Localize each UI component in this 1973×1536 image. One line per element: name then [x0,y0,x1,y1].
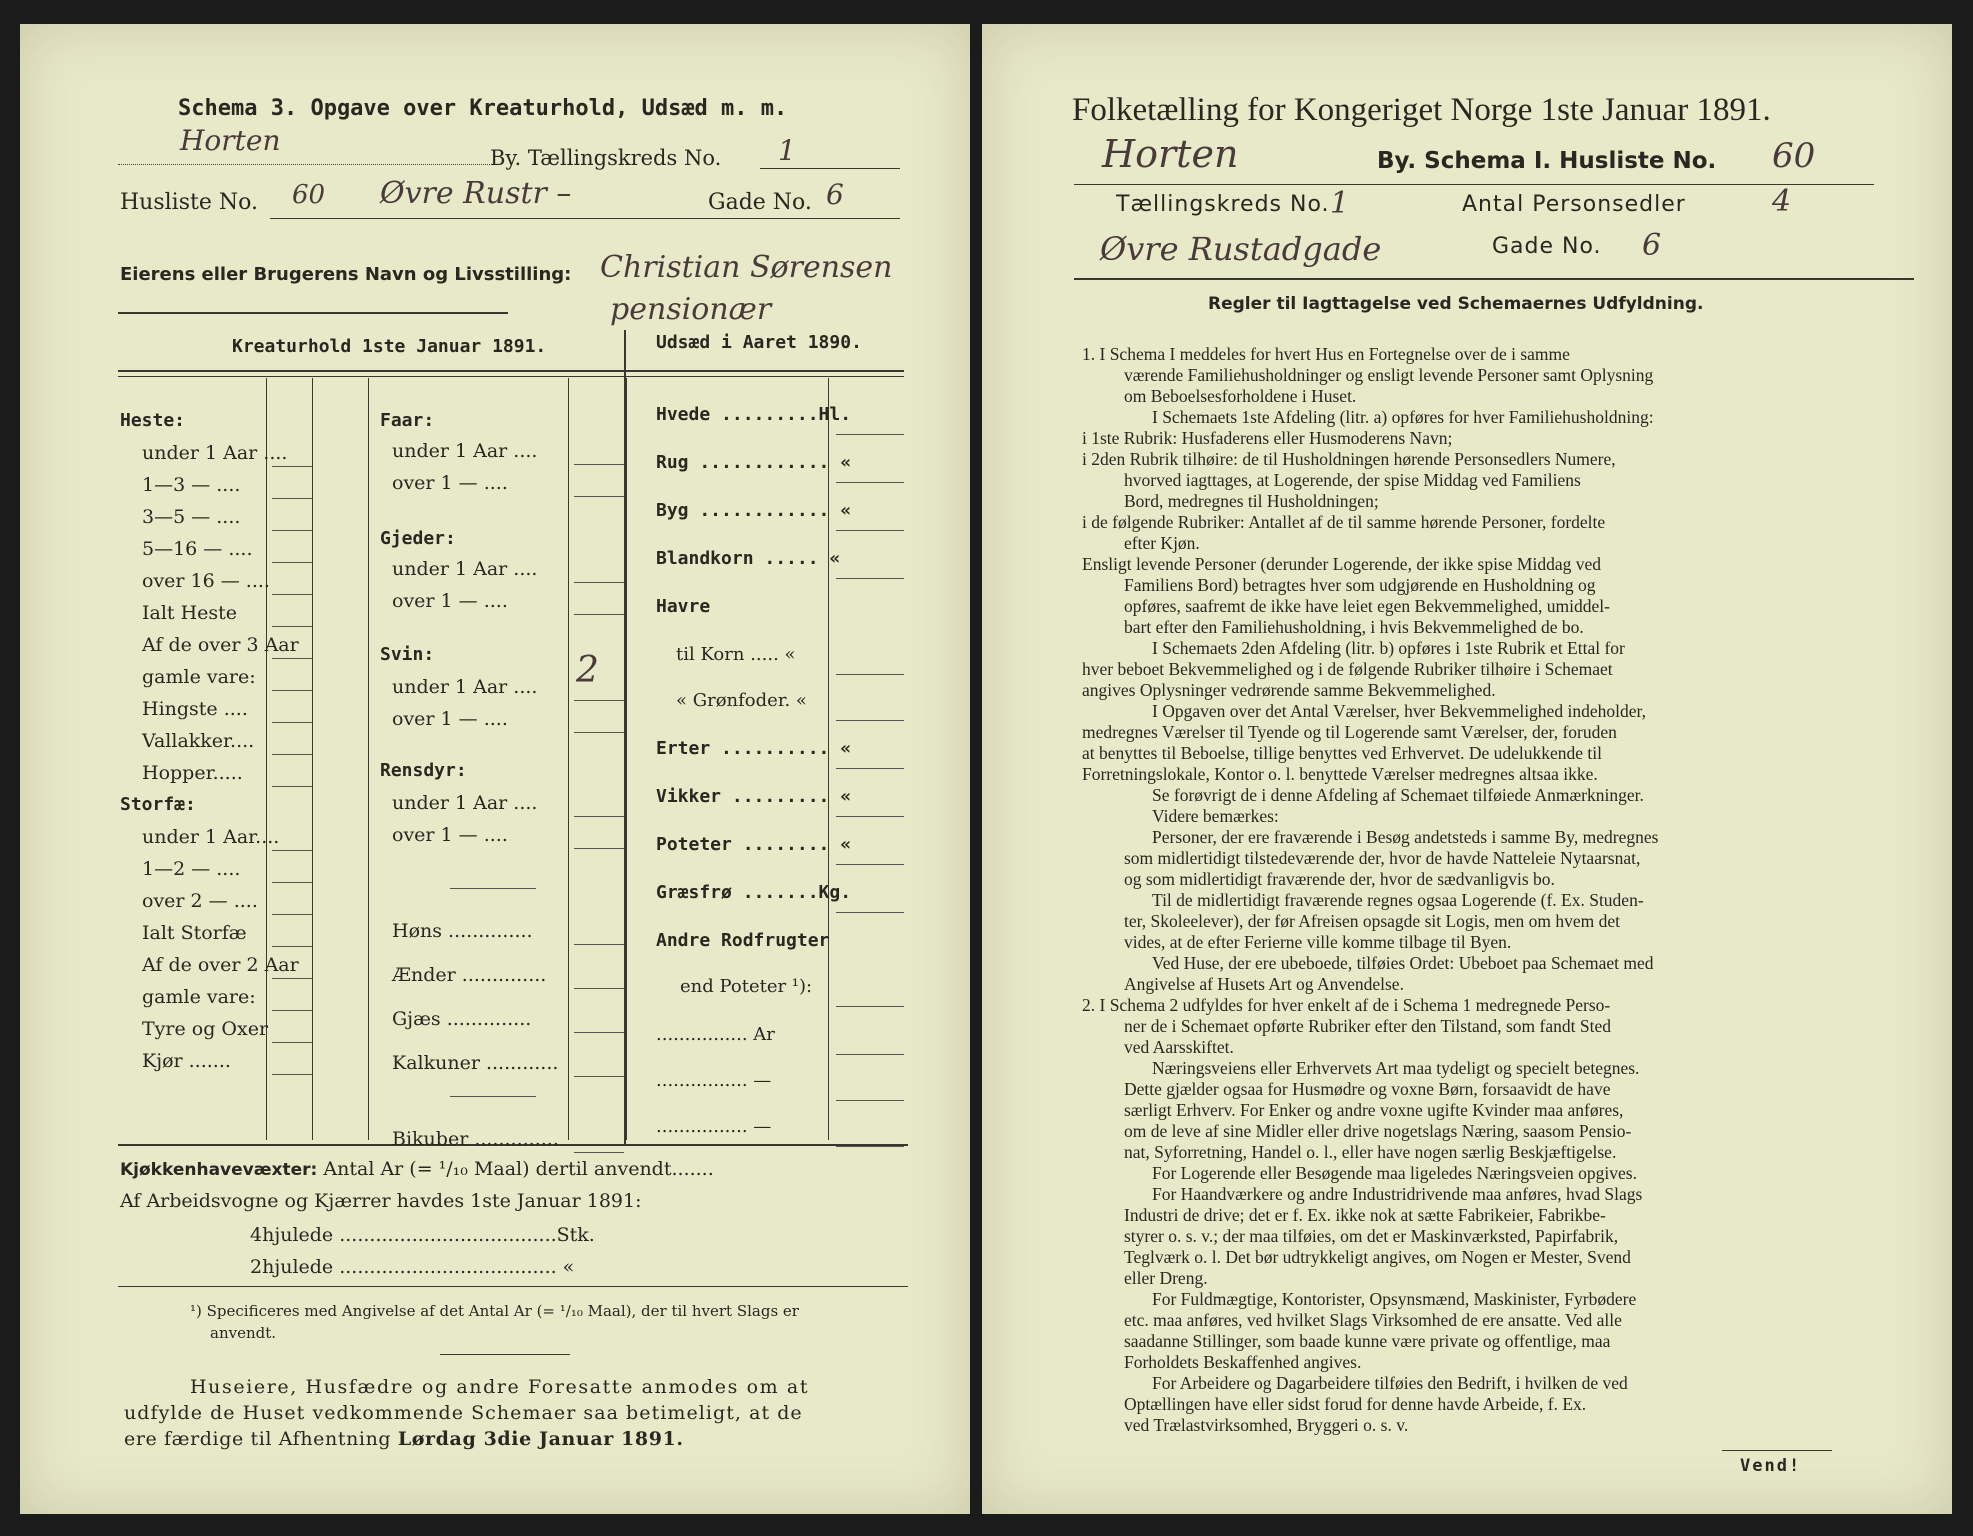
by-kreds-label: By. Tællingskreds No. [490,146,722,170]
seed-row-4: Havre [656,596,711,617]
rule-line-50: Optællingen have eller sidst forud for denne havde Arbeide, f. Ex. [1124,1394,1587,1414]
rule-line-15: hver beboet Bekvemmelighed og i de følgende Rubriker tilhøire i Schemaet [1082,659,1613,679]
by-schema-label: By. Schema I. Husliste No. [1377,148,1717,174]
footnote-cont: anvendt. [210,1324,277,1342]
rule-line-26: Til de midlertidigt fraværende regnes ogsaa Logerende (f. Ex. Studen- [1152,890,1644,910]
rule-line-51: ved Trælastvirksomhed, Bryggeri o. s. v. [1124,1415,1409,1435]
rule-line-21: Se forøvrigt de i denne Afdeling af Schemaet tilføiede Anmærkninger. [1152,785,1644,805]
livestock2-row-16: Bikuber .............. [392,1128,559,1150]
rule-line-29: Ved Huse, der ere ubeboede, tilføies Ordet: Ubeboet paa Schemaet med [1152,953,1654,973]
rule-line-33: ved Aarsskiftet. [1124,1037,1234,1057]
kjokkenhave-text: Antal Ar (= ¹/₁₀ Maal) dertil anvendt....... [323,1158,714,1180]
rule-line-13: bart efter den Familiehusholdning, i hvis Bekvemmelighed de bo. [1124,617,1584,637]
seed-row-10: Græsfrø .......Kg. [656,882,852,903]
handwritten-street: Øvre Rustr – [380,176,572,211]
closing-line-1: Huseiere, Husfædre og andre Foresatte anmodes om at [190,1376,810,1398]
livestock2-row-1: under 1 Aar .... [392,440,538,462]
livestock2-row-6: Svin: [380,644,435,665]
seed-row-12: end Poteter ¹): [680,976,813,997]
livestock-row-6: Ialt Heste [142,602,238,624]
closing-line-3 [124,1428,684,1450]
rule-line-7: Bord, medregnes til Husholdningen; [1124,491,1379,511]
livestock-row-7: Af de over 3 Aar [142,634,299,656]
rule-line-24: som midlertidigt tilstedeværende der, hvor de havde Natteleie Nytaarsnat, [1124,848,1641,868]
rule-line-22: Videre bemærkes: [1152,806,1279,826]
census-title: Folketælling for Kongeriget Norge 1ste Januar 1891. [1072,92,1771,128]
livestock2-row-3: Gjeder: [380,528,456,549]
handwritten-kreds: 1 [778,134,796,167]
rule-line-35: Dette gjælder ogsaa for Husmødre og voxne Børn, forsaavidt de have [1124,1079,1611,1099]
livestock-row-17: Af de over 2 Aar [142,954,299,976]
rule-line-32: ner de i Schemaet opførte Rubriker efter den Tilstand, som fandt Sted [1124,1016,1611,1036]
schema-3-title: Schema 3. Opgave over Kreaturhold, Udsæd m. m. [178,96,788,121]
rule-line-2: om Beboelsesforholdene i Huset. [1124,386,1357,406]
handwritten-gade: 6 [1642,228,1662,263]
gade-label: Gade No. [1492,234,1602,259]
closing-line-3-text: ere færdige til Afhentning [124,1428,398,1450]
rule-line-23: Personer, der ere fraværende i Besøg andetsteds i samme By, medregnes [1152,827,1659,847]
livestock-row-20: Kjør ....... [142,1050,231,1072]
rule-line-44: eller Dreng. [1124,1268,1208,1288]
rule-line-4: i 1ste Rubrik: Husfaderens eller Husmoderens Navn; [1082,428,1453,448]
livestock-row-15: over 2 — .... [142,890,258,912]
rule-line-45: For Fuldmægtige, Kontorister, Opsynsmænd, Maskinister, Fyrbødere [1152,1289,1637,1309]
rules-heading: Regler til Iagttagelse ved Schemaernes Udfyldning. [1208,294,1704,314]
livestock2-row-15: Kalkuner ............ [392,1052,559,1074]
handwritten-gade: 6 [826,178,844,211]
livestock2-row-8: over 1 — .... [392,708,508,730]
livestock2-row-12: Høns .............. [392,920,533,942]
livestock2-row-11: over 1 — .... [392,824,508,846]
handwritten-kreds: 1 [1330,186,1350,221]
livestock-row-19: Tyre og Oxer [142,1018,269,1040]
handwritten-owner-occupation: pensionær [610,292,772,327]
footnote: ¹) Specificeres med Angivelse af det Antal Ar (= ¹/₁₀ Maal), der til hvert Slags er [190,1302,799,1320]
rule-line-27: ter, Skoleelever), der før Afreisen opsagde sit Logis, men om hvem det [1124,911,1620,931]
rule-line-11: Familiens Bord) betragtes hver som udgjørende en Husholdning og [1124,575,1596,595]
livestock-row-1: under 1 Aar .... [142,442,288,464]
livestock-row-13: under 1 Aar.... [142,826,280,848]
seed-row-13: ................ Ar [656,1024,775,1045]
rule-line-9: efter Kjøn. [1124,533,1200,553]
seed-row-9: Poteter ........ « [656,834,852,855]
rule-line-37: om de leve af sine Midler eller drive nogetslags Næring, saasom Pensio- [1124,1121,1632,1141]
rule-line-14: I Schemaets 2den Afdeling (litr. b) opføres i 1ste Rubrik et Ettal for [1152,638,1625,658]
rule-line-39: For Logerende eller Besøgende maa ligeledes Næringsveien opgives. [1152,1163,1637,1183]
livestock-row-12: Storfæ: [120,794,196,815]
handwritten-place: Horten [1102,132,1239,176]
livestock-row-0: Heste: [120,410,186,431]
rule-line-34: Næringsveiens eller Erhvervets Art maa tydeligt og specielt betegnes. [1152,1058,1640,1078]
rule-line-16: angives Oplysninger vedrørende samme Bekvemmelighed. [1082,680,1496,700]
kjokkenhave-row [120,1158,714,1180]
livestock-row-8: gamle vare: [142,666,256,688]
rule-line-47: saadanne Stillinger, som baade kunne være private og offentlige, maa [1124,1331,1611,1351]
livestock2-row-14: Gjæs .............. [392,1008,532,1030]
rule-line-8: i de følgende Rubriker: Antallet af de til samme hørende Personer, fordelte [1082,512,1606,532]
livestock-row-2: 1—3 — .... [142,474,241,496]
rule-line-0: 1. I Schema I meddeles for hvert Hus en Fortegnelse over de i samme [1082,344,1570,364]
rule-line-3: I Schemaets 1ste Afdeling (litr. a) opføres for hver Familiehusholdning: [1152,407,1654,427]
rule-line-48: Forholdets Beskaffenhed angives. [1124,1352,1362,1372]
rule-line-1: værende Familiehusholdninger og ensligt levende Personer samt Oplysning [1124,365,1654,385]
seed-row-2: Byg ............ « [656,500,852,521]
rule-line-19: at benyttes til Beboelse, tillige benyttes ved Erhvervet. De udelukkende til [1082,743,1602,763]
left-page-schema-3 [20,24,970,1514]
livestock2-row-9: Rensdyr: [380,760,467,781]
seed-row-15: ................ — [656,1116,772,1137]
livestock2-row-13: Ænder .............. [392,964,547,986]
rule-line-10: Ensligt levende Personer (derunder Logerende, der ikke spise Middag ved [1082,554,1602,574]
livestock2-row-4: under 1 Aar .... [392,558,538,580]
livestock2-row-0: Faar: [380,410,435,431]
seed-row-0: Hvede .........Hl. [656,404,852,425]
two-wheeled-row: 2hjulede .................................... « [250,1256,575,1278]
arbeidsvogne-label: Af Arbeidsvogne og Kjærrer havdes 1ste Januar 1891: [120,1190,642,1212]
seed-row-11: Andre Rodfrugter [656,930,830,951]
rule-line-31: 2. I Schema 2 udfyldes for hver enkelt af de i Schema 1 medregnede Perso- [1082,995,1611,1015]
rule-line-43: Teglværk o. l. Det bør udtrykkeligt angives, om Nogen er Mester, Svend [1124,1247,1631,1267]
kjokkenhave-label: Kjøkkenhavevæxter: [120,1160,318,1180]
rule-line-42: styrer o. s. v.; der maa tilføies, om det er Maskinværksted, Papirfabrik, [1124,1226,1619,1246]
vend-label: Vend! [1740,1456,1802,1476]
handwritten-husliste: 60 [292,180,326,210]
closing-line-2: udfylde de Huset vedkommende Schemaer saa betimeligt, at de [124,1402,803,1424]
kreds-label: Tællingskreds No. [1116,192,1330,217]
seed-row-5: til Korn ..... « [676,644,796,665]
husliste-label: Husliste No. [120,190,258,215]
livestock-row-11: Hopper..... [142,762,243,784]
handwritten-place: Horten [180,124,281,157]
handwritten-owner-name: Christian Sørensen [600,250,893,285]
handwritten-svin-count: 2 [576,650,599,691]
livestock2-row-7: under 1 Aar .... [392,676,538,698]
antal-label: Antal Personsedler [1462,192,1686,217]
livestock-row-18: gamle vare: [142,986,256,1008]
livestock-row-4: 5—16 — .... [142,538,253,560]
four-wheeled-row: 4hjulede ....................................Stk. [250,1224,595,1246]
seed-row-8: Vikker ......... « [656,786,852,807]
rule-line-38: nat, Syforretning, Handel o. l., eller have nogen særlig Beskjæftigelse. [1124,1142,1617,1162]
rule-line-6: hvorved iagttages, at Logerende, der spise Middag ved Familiens [1124,470,1581,490]
kreaturhold-header: Kreaturhold 1ste Januar 1891. [232,336,547,357]
livestock2-row-10: under 1 Aar .... [392,792,538,814]
gade-label: Gade No. [708,190,812,215]
rule-line-28: vides, at de efter Ferierne ville komme tilbage til Byen. [1124,932,1512,952]
livestock-row-9: Hingste .... [142,698,248,720]
right-page-schema-1 [982,24,1952,1514]
rule-line-25: og som midlertidigt fraværende der, hvor de sædvanligvis bo. [1124,869,1555,889]
udsaed-header: Udsæd i Aaret 1890. [656,332,862,353]
seed-row-14: ................ — [656,1070,772,1091]
livestock-row-5: over 16 — .... [142,570,270,592]
handwritten-street: Øvre Rustadgade [1100,230,1382,268]
pickup-date: Lørdag 3die Januar 1891. [397,1428,684,1450]
rule-line-40: For Haandværkere og andre Industridrivende maa anføres, hvad Slags [1152,1184,1643,1204]
rules-body [1082,344,1882,1436]
rule-line-5: i 2den Rubrik tilhøire: de til Husholdningen hørende Personsedlers Numere, [1082,449,1616,469]
rule-line-17: I Opgaven over det Antal Værelser, hver Bekvemmelighed indeholder, [1152,701,1646,721]
livestock2-row-5: over 1 — .... [392,590,508,612]
rule-line-20: Forretningslokale, Kontor o. l. benyttede Værelser medregnes altsaa ikke. [1082,764,1598,784]
seed-row-1: Rug ............ « [656,452,852,473]
seed-row-3: Blandkorn ..... « [656,548,841,569]
rule-line-18: medregnes Værelser til Tyende og til Logerende samt Værelser, der, foruden [1082,722,1617,742]
livestock2-row-2: over 1 — .... [392,472,508,494]
rule-line-41: Industri de drive; det er f. Ex. ikke nok at sætte Fabrikeier, Fabrikbe- [1124,1205,1606,1225]
handwritten-husliste: 60 [1772,136,1816,176]
livestock-row-14: 1—2 — .... [142,858,241,880]
rule-line-30: Angivelse af Husets Art og Anvendelse. [1124,974,1404,994]
handwritten-antal: 4 [1772,184,1792,219]
rule-line-49: For Arbeidere og Dagarbeidere tilføies den Bedrift, i hvilken de ved [1152,1373,1628,1393]
livestock-row-16: Ialt Storfæ [142,922,247,944]
rule-line-12: opføres, saafremt de ikke have leiet egen Bekvemmelighed, umiddel- [1124,596,1610,616]
livestock-row-3: 3—5 — .... [142,506,241,528]
seed-row-7: Erter .......... « [656,738,852,759]
rule-line-36: særligt Erhverv. For Enker og andre voxne ugifte Kvinder maa anføres, [1124,1100,1624,1120]
rule-line-46: etc. maa anføres, ved hvilket Slags Virksomhed de ere ansatte. Ved alle [1124,1310,1622,1330]
seed-row-6: « Grønfoder. « [676,690,807,711]
owner-label: Eierens eller Brugerens Navn og Livsstilling: [120,264,572,285]
livestock-row-10: Vallakker.... [142,730,255,752]
